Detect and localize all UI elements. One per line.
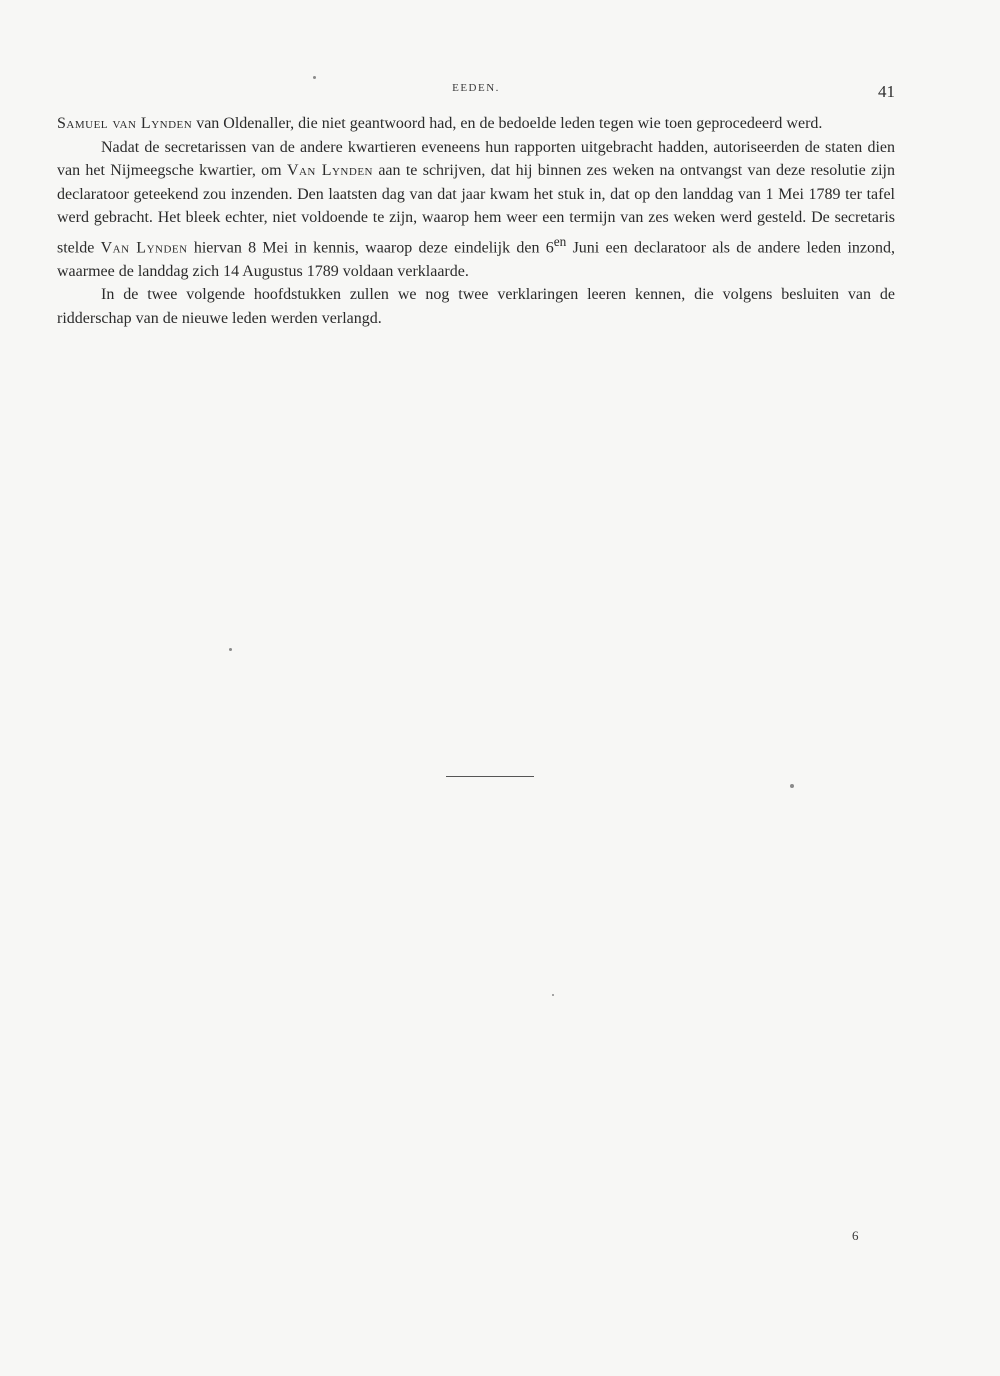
- paper-speck: [229, 648, 232, 651]
- text-run: In de twee volgende hoofdstukken zullen we nog twee verklaringen leeren kennen, die volgens besluiten van de ridderschap van de nieuwe leden werden verlangd.: [57, 286, 895, 328]
- paragraph-1: [57, 112, 895, 136]
- running-title: EEDEN.: [452, 82, 500, 94]
- signature-mark: 6: [852, 1228, 859, 1243]
- text-run: van Oldenaller, die niet geantwoord had, en de bedoelde leden tegen wie toen geprocedeerd werd.: [192, 115, 823, 132]
- person-name: Samuel van Lynden: [57, 115, 193, 132]
- section-rule: [446, 776, 534, 777]
- paper-speck: [790, 784, 794, 788]
- person-name: Van Lynden: [100, 239, 188, 257]
- body-text: [57, 112, 895, 331]
- paragraph-2: [57, 136, 895, 284]
- page-number: 41: [878, 82, 895, 101]
- text-run: Juni een declaratoor als de andere leden inzond, waarmee de landdag zich 14 Augustus 1789 voldaan verklaarde.: [57, 239, 895, 280]
- text-run: Nadat de secretarissen van de andere kwartieren eveneens hun rapporten uitgebracht hadden, autoriseerden de staten dien van het Nijmeegsche kwartier, om: [57, 138, 895, 180]
- text-run: aan te schrijven, dat hij binnen zes weken na ontvangst van deze resolutie zijn declaratoor geteekend zou inzenden. Den laatsten dag van dat jaar kwam het stuk in, dat op den landdag van 1 Mei 1789 ter tafel werd gebracht. Het bleek echter, niet voldoende te zijn, waarop hem weer een termijn van zes weken werd gesteld. De secretaris stelde: [57, 162, 895, 257]
- paper-speck: [552, 994, 554, 996]
- ordinal-superscript: en: [553, 233, 567, 249]
- person-name: Van Lynden: [286, 162, 373, 180]
- paper-speck: [313, 76, 316, 79]
- paragraph-3: [57, 283, 895, 330]
- running-header: [57, 82, 895, 102]
- text-run: hiervan 8 Mei in kennis, waarop deze eindelijk den 6: [187, 239, 554, 257]
